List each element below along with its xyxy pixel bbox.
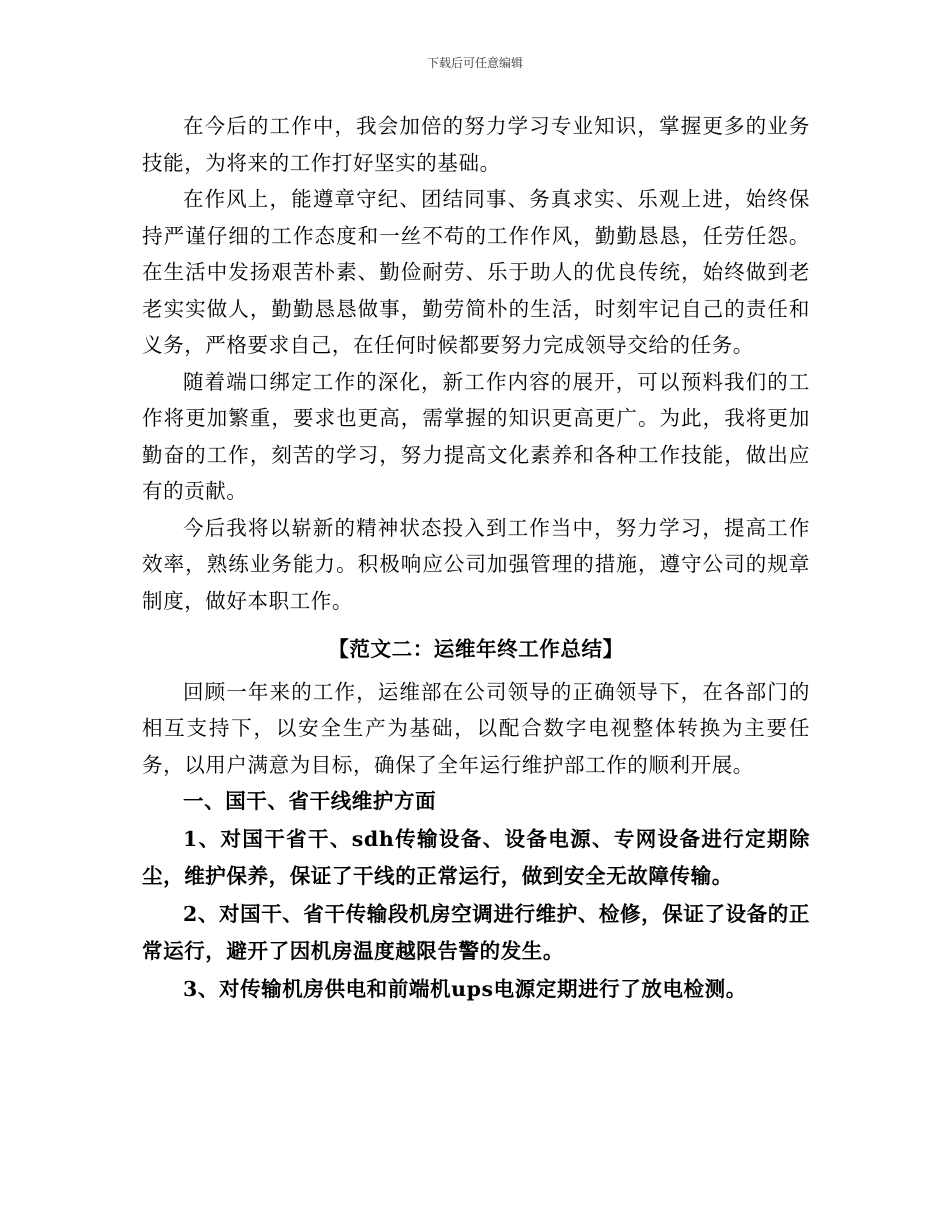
list-item-2: 2、对国干、省干传输段机房空调进行维护、检修，保证了设备的正常运行，避开了因机房温度越限告警的发生。 <box>142 901 810 963</box>
document-body <box>142 108 810 1008</box>
page-header-note: 下载后可任意编辑 <box>426 56 523 70</box>
list-item-3: 3、对传输机房供电和前端机ups电源定期进行了放电检测。 <box>183 976 747 1001</box>
section-title: 【范文二：运维年终工作总结】 <box>328 637 624 661</box>
paragraph-work-style: 在作风上，能遵章守纪、团结同事、务真求实、乐观上进，始终保持严谨仔细的工作态度和一丝不苟的工作作风，勤勤恳恳，任劳任怨。在生活中发扬艰苦朴素、勤俭耐劳、乐于助人的优良传统，始终做到老老实实做人，勤勤恳恳做事，勤劳简朴的生活，时刻牢记自己的责任和义务，严格要求自己，在任何时候都要努力完成领导交给的任务。 <box>142 187 810 357</box>
heading-trunk-maintenance: 一、国干、省干线维护方面 <box>183 789 437 813</box>
paragraph-port-binding: 随着端口绑定工作的深化，新工作内容的展开，可以预料我们的工作将更加繁重，要求也更高，需掌握的知识更高更广。为此，我将更加勤奋的工作，刻苦的学习，努力提高文化素养和各种工作技能，做出应有的贡献。 <box>142 369 810 503</box>
paragraph-future: 今后我将以崭新的精神状态投入到工作当中，努力学习，提高工作效率，熟练业务能力。积极响应公司加强管理的措施，遵守公司的规章制度，做好本职工作。 <box>142 515 810 613</box>
list-item-1: 1、对国干省干、sdh传输设备、设备电源、专网设备进行定期除尘，维护保养，保证了干线的正常运行，做到安全无故障传输。 <box>142 826 810 888</box>
paragraph-review: 回顾一年来的工作，运维部在公司领导的正确领导下，在各部门的相互支持下，以安全生产为基础，以配合数字电视整体转换为主要任务，以用户满意为目标，确保了全年运行维护部工作的顺利开展。 <box>142 679 810 777</box>
paragraph-study: 在今后的工作中，我会加倍的努力学习专业知识，掌握更多的业务技能，为将来的工作打好坚实的基础。 <box>142 114 810 175</box>
